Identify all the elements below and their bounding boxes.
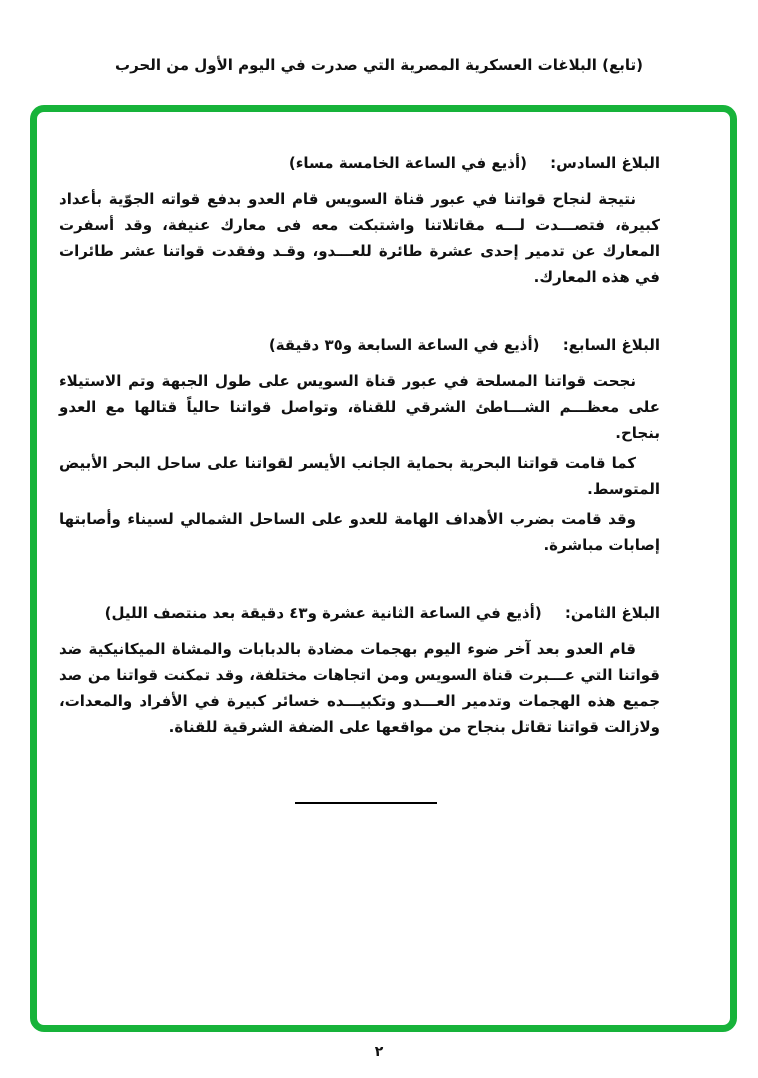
bulletin-eight-header — [59, 604, 660, 622]
document-frame — [30, 105, 737, 1032]
bulletin-seven-paragraph-3: وقد قامت بضرب الأهداف الهامة للعدو على الساحل الشمالي لسيناء وأصابتها إصابات مباشرة. — [59, 510, 660, 554]
bulletin-eight — [59, 604, 660, 740]
bulletin-eight-label: البلاغ الثامن: — [564, 604, 660, 622]
bulletin-six-paragraph: نتيجة لنجاح قواتنا في عبور قناة السويس قام العدو بدفع قواته الجوّية بأعداد كبيرة، فتصـــدت لـــه مقاتلاتنا واشتبكت معه فى معارك عنيفة، وقد أسفرت المعارك عن تدمير إحدى عشرة طائرة للعـــدو، وقـد وفقدت قواتنا عشر طائرات في هذه المعارك. — [59, 190, 660, 286]
section-end-divider — [295, 802, 437, 804]
bulletin-eight-paragraph: قام العدو بعد آخر ضوء اليوم بهجمات مضادة بالدبابات والمشاة الميكانيكية ضد قواتنا التي عـــبرت قناة السويس ومن اتجاهات مختلفة، وقد تمكنت قواتنا من صد جميع هذه الهجمات وتدمير العـــدو وتكبيـــده خسائر كبيرة في الأفراد والمعدات، ولازالت قواتنا تقاتل بنجاح من مواقعها على الضفة الشرقية للقناة. — [59, 640, 660, 736]
bulletin-seven — [59, 336, 660, 558]
bulletin-eight-time: (أذيع في الساعة الثانية عشرة و٤٣ دقيقة بعد منتصف الليل) — [104, 604, 542, 622]
bulletin-six — [59, 154, 660, 290]
bulletin-seven-header — [59, 336, 660, 354]
page-title: (تابع) البلاغات العسكرية المصرية التي صدرت في اليوم الأول من الحرب — [115, 56, 643, 74]
bulletin-six-label: البلاغ السادس: — [550, 154, 660, 172]
bulletin-seven-paragraph-1: نجحت قواتنا المسلحة في عبور قناة السويس على طول الجبهة وتم الاستيلاء على معظـــم الشـــاطئ الشرقي للقناة، وتواصل قواتنا حالياً قتالها مع العدو بنجاح. — [59, 372, 660, 442]
frame-content — [37, 112, 730, 804]
bulletin-seven-time: (أذيع في الساعة السابعة و٣٥ دقيقة) — [268, 336, 540, 354]
bulletin-seven-paragraph-2: كما قامت قواتنا البحرية بحماية الجانب الأيسر لقواتنا على ساحل البحر الأبيض المتوسط. — [59, 454, 660, 498]
bulletin-six-header — [59, 154, 660, 172]
bulletin-six-time: (أذيع في الساعة الخامسة مساء) — [288, 154, 527, 172]
page-number: ٢ — [374, 1044, 384, 1060]
bulletin-seven-label: البلاغ السابع: — [562, 336, 660, 354]
